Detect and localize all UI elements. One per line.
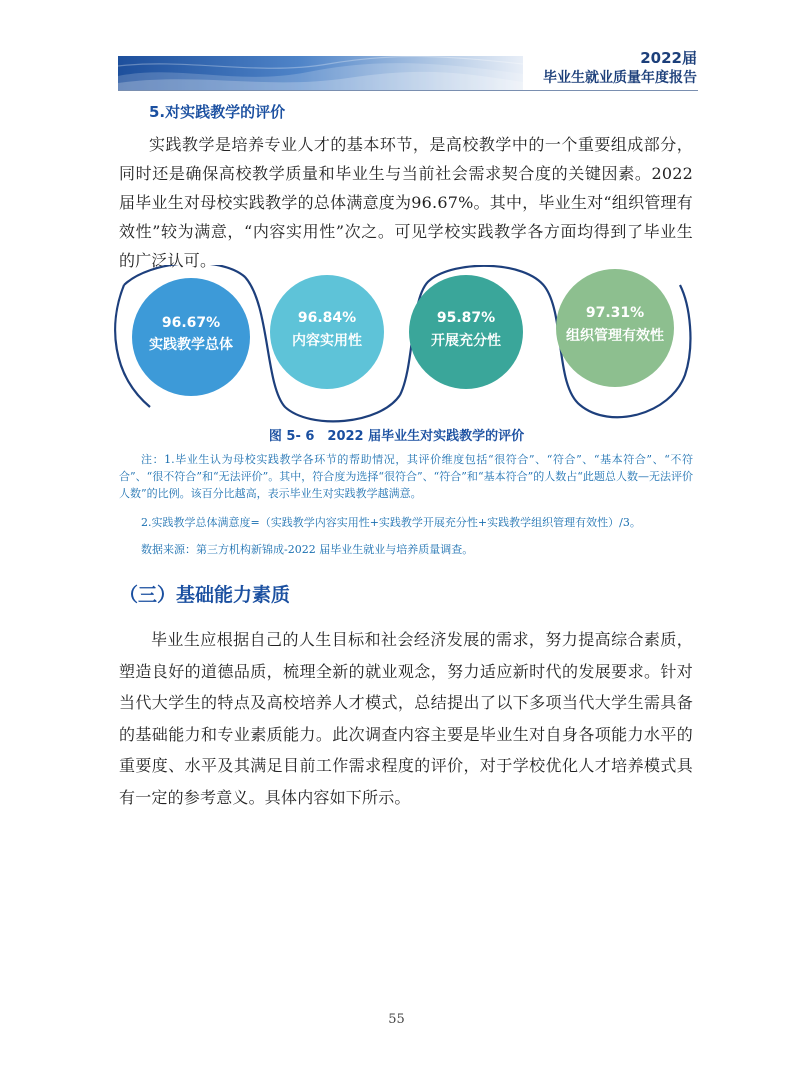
circle-content-shape — [270, 275, 384, 389]
page-number: 55 — [388, 1012, 405, 1027]
circle-adequacy-label: 开展充分性 — [431, 333, 501, 349]
report-title: 毕业生就业质量年度报告 — [543, 70, 697, 86]
data-source-note: 数据来源：第三方机构新锦成-2022 届毕业生就业与培养质量调查。 — [141, 543, 474, 556]
circle-content-label: 内容实用性 — [292, 333, 362, 349]
wave-banner-graphic — [118, 56, 523, 90]
header-banner — [118, 56, 523, 90]
section-3-title: （三）基础能力素质 — [119, 584, 291, 606]
report-header — [543, 48, 697, 88]
section-5-title: 5.对实践教学的评价 — [149, 103, 286, 121]
circle-management-value: 97.31% — [585, 305, 645, 321]
figure-caption: 图 5- 6 2022 届毕业生对实践教学的评价 — [268, 429, 525, 444]
circle-content-value: 96.84% — [297, 310, 357, 326]
report-year: 2022届 — [640, 49, 697, 67]
circle-adequacy — [409, 275, 523, 389]
circle-adequacy-value: 95.87% — [436, 310, 496, 326]
circle-management — [556, 269, 674, 387]
header-divider — [118, 90, 698, 91]
section-5-paragraph: 实践教学是培养专业人才的基本环节，是高校教学中的一个重要组成部分，同时还是确保高校教学质量和毕业生与当前社会需求契合度的关键因素。2022 届毕业生对母校实践教学的总体满意度为96.67%。其中，毕业生对“组织管理有效性”较为满意，“内容实用性”次之。可见学校实践教学各方面均得到了毕业生的广泛认可。 — [119, 135, 693, 270]
circle-overall — [132, 278, 250, 396]
evaluation-infographic — [110, 265, 700, 425]
section-3-paragraph: 毕业生应根据自己的人生目标和社会经济发展的需求，努力提高综合素质，塑造良好的道德品质，梳理全新的就业观念，努力适应新时代的发展要求。针对当代大学生的特点及高校培养人才模式，总结提出了以下多项当代大学生需具备的基础能力和专业素质能力。此次调查内容主要是毕业生对自身各项能力水平的重要度、水平及其满足目前工作需求程度的评价，对于学校优化人才培养模式具有一定的参考意义。具体内容如下所示。 — [119, 630, 693, 807]
figure-note-1: 注：1.毕业生认为母校实践教学各环节的帮助情况，其评价维度包括“很符合”、“符合”、“基本符合”、“不符合”、“很不符合”和“无法评价”。其中，符合度为选择“很符合”、“符合”和“基本符合”的人数占“此题总人数—无法评价人数”的比例。该百分比越高，表示毕业生对实践教学越满意。 — [119, 453, 693, 500]
circle-management-label: 组织管理有效性 — [566, 328, 664, 344]
circle-overall-label: 实践教学总体 — [149, 337, 233, 353]
figure-note-2: 2.实践教学总体满意度=（实践教学内容实用性+实践教学开展充分性+实践教学组织管理有效性）/3。 — [141, 516, 641, 529]
circle-content-practicality — [270, 275, 384, 389]
circle-overall-value: 96.67% — [161, 315, 221, 331]
circle-adequacy-shape — [409, 275, 523, 389]
